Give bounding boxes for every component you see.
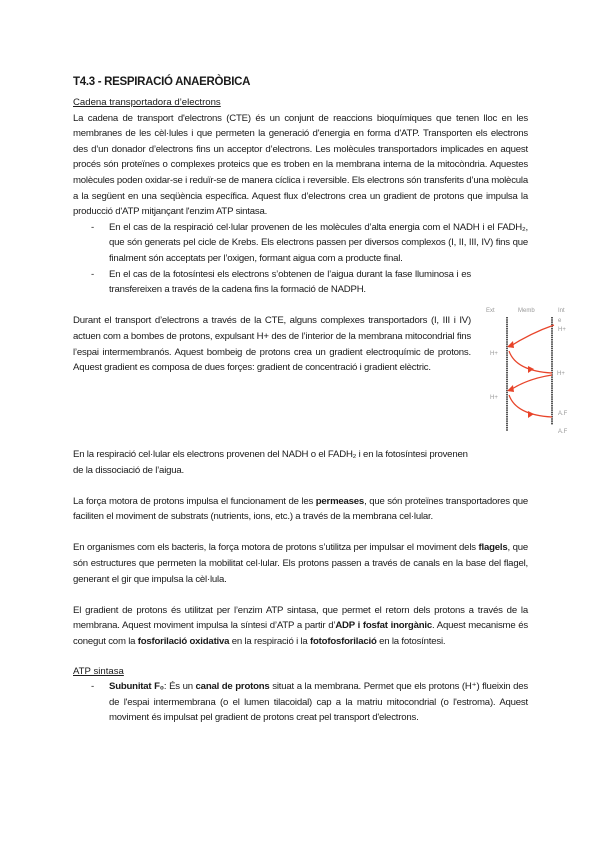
text: : És un — [163, 681, 196, 693]
bold-term-subunitat: Subunitat F₀ — [109, 681, 164, 693]
bullet-dash: - — [91, 681, 94, 693]
arrowheads — [507, 341, 534, 418]
label-int: Int — [558, 308, 565, 315]
bullet-text: En el cas de la respiració cel·lular provenen de les molècules d’alta energia com el NADH i el FADH₂, que són generats pel cicle de Krebs. Els electrons passen per diversos complexos (I, II, III, IV) fins que finalment són acceptats per l’oxigen, formant aigua com a producte final. — [109, 221, 528, 264]
section-heading-atp-sintasa: ATP sintasa — [73, 665, 124, 677]
bullet-dash: - — [91, 268, 94, 280]
bullet-fotosintesi — [73, 267, 471, 298]
page-title: T4.3 - RESPIRACIÓ ANAERÒBICA — [73, 76, 251, 88]
paragraph-respiracio: En la respiració cel·lular els electrons provenen del NADH o el FADH₂ i en la fotosíntesi provenen de la dissociació de l’aigua. — [73, 448, 468, 476]
text: en la respiració i la — [229, 636, 311, 648]
bold-term-fosforilacio: fosforilació oxidativa — [137, 636, 230, 648]
document-page — [73, 0, 568, 756]
text: , que són estructures que permeten la mobilitat cel·lular. Els protons passen a través de canals en la base del flagel, generant el gir que impulsa la cèl·lula. — [73, 542, 528, 585]
text: situat a la membrana. Permet que els protons (H⁺) flueixin des de l'espai intermembrana (o el lumen tilacoidal) cap a la matriu mitocondrial (o l'estroma). Aquest moviment és impulsat pel gradient de protons creat pel transport d'electrons. — [109, 681, 528, 724]
bullet-respiracio — [73, 220, 528, 267]
text: en la fotosíntesi. — [376, 636, 446, 648]
text: El gradient de protons és utilitzat per l’enzim ATP sintasa, que permet el retorn dels protons a través de la membrana. Aquest moviment impulsa la síntesi d’ATP a partir d’ — [73, 604, 528, 632]
section-heading-cte: Cadena transportadora d’electrons — [73, 97, 221, 108]
cte-bullet-list — [73, 220, 528, 298]
text: , que són proteïnes transportadores que faciliten el moviment de substrats (nutrients, ions, etc.) a través de la membrana cel·lular. — [73, 495, 528, 523]
bullet-text: En el cas de la fotosíntesi els electrons s’obtenen de l’aigua durant la fase lluminosa i es transfereixen a través de la cadena fins la formació de NADPH. — [109, 268, 471, 296]
bold-term-fotofosforilacio: fotofosforilació — [310, 636, 377, 648]
hplus-label: H+ — [558, 327, 566, 334]
text: La força motora de protons impulsa el funcionament de les — [73, 495, 316, 507]
af-label: A.F — [558, 429, 568, 436]
af-label: A.F — [558, 411, 568, 418]
electron-transport-diagram — [476, 303, 576, 435]
paragraph-forca-motora — [73, 494, 528, 525]
hplus-label: H+ — [490, 395, 498, 402]
intro-paragraph: La cadena de transport d'electrons (CTE) és un conjunt de reaccions bioquímiques que tenen lloc en les membranes de les cèl·lules i que permeten la generació d'energia en forma d'ATP. Transporten els electrons des d’un donador d’electrons fins un acceptor d’electrons. Les molècules transportadors implicades en aquest procés són proteïnes o complexes proteics que es troben en la membrana interna de la mitocòndria. Aquestes molècules poden oxidar-se i reduïr-se de manera cíclica i reversible. Els electrons són transferits d’una molècula a la següent en una seqüència específica. Aquest flux d’electrons crea un gradient de protons que impulsa la producció d'ATP mitjançant l'enzim ATP sintasa. — [73, 112, 528, 218]
bullet-dash: - — [91, 221, 94, 233]
paragraph-gradient — [73, 603, 528, 650]
text: . Aquest mecanisme és conegut com la — [73, 620, 529, 648]
paragraph-organismes — [73, 540, 528, 587]
bold-term-adp: ADP i fosfat inorgànic — [335, 620, 432, 632]
bullet-subunitat-f0 — [73, 679, 528, 726]
label-ext: Ext — [486, 308, 495, 315]
label-memb: Memb — [518, 308, 535, 315]
atp-bullet-list — [73, 679, 528, 726]
electron-path — [509, 325, 554, 417]
bold-term-permeases: permeases — [315, 495, 365, 507]
paragraph-durant: Durant el transport d’electrons a través de la CTE, alguns complexes transportadors (I, III i IV) actuen com a bombes de protons, expulsant H+ des de l’interior de la membrana mitocondrial fins l’espai intermembranós. Aquest bombeig de protons crea un gradient electroquímic de protons. Aquest gradient es composa de dues forçes: gradient de concentració i gradient elèctric. — [73, 315, 471, 374]
bold-term-flagels: flagels — [478, 542, 508, 554]
text: En organismes com els bacteris, la força motora de protons s’utilitza per impulsar el moviment dels — [73, 542, 479, 554]
electron-label: e — [558, 318, 562, 325]
hplus-label: H+ — [490, 351, 498, 358]
durant-section — [73, 308, 568, 436]
bold-term-canal: canal de protons — [195, 681, 270, 693]
hplus-label: H+ — [557, 371, 565, 378]
